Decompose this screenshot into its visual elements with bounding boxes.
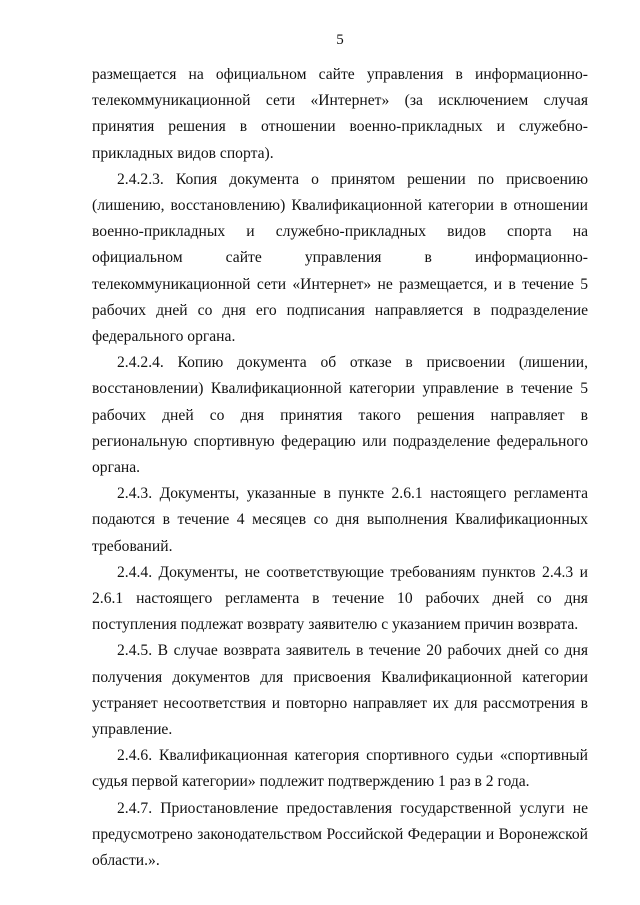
paragraph-2-4-4: 2.4.4. Документы, не соответствующие требованиям пунктов 2.4.3 и 2.6.1 настоящего регламента в течение 10 рабочих дней со дня поступления подлежат возврату заявителю с указанием причин возврата. [92,563,588,634]
paragraph-2-4-3: 2.4.3. Документы, указанные в пункте 2.6.1 настоящего регламента подаются в течение 4 месяцев со дня выполнения Квалификационных требований. [92,485,588,555]
paragraph-2-4-5: 2.4.5. В случае возврата заявитель в течение 20 рабочих дней со дня получения документов для присвоения Квалификационной категории устраняет несоответствия и повторно направляет их для рассмотрения в управление. [92,642,588,739]
page-number: 5 [336,32,344,48]
paragraph-2-4-6: 2.4.6. Квалификационная категория спортивного судьи «спортивный судья первой категории» подлежит подтверждению 1 раз в 2 года. [92,747,588,791]
paragraph-2-4-7: 2.4.7. Приостановление предоставления государственной услуги не предусмотрено законодательством Российской Федерации и Воронежской области.». [92,799,588,870]
paragraph-2-4-2-4: 2.4.2.4. Копию документа об отказе в присвоении (лишении, восстановлении) Квалификационной категории управление в течение 5 рабочих дней со дня принятия такого решения направляет в региональную спортивную федерацию или подразделение федерального органа. [92,354,588,477]
document-body [92,62,588,874]
paragraph-2-4-2-3: 2.4.2.3. Копия документа о принятом решении по присвоению (лишению, восстановлению) Квалификационной категории в отношении военно-прикладных и служебно-прикладных видов спорта на официальном сайте управления в информационно-телекоммуникационной сети «Интернет» не размещается, и в течение 5 рабочих дней со дня его подписания направляется в подразделение федерального органа. [92,170,588,346]
paragraph-continuation: размещается на официальном сайте управления в информационно-телекоммуникационной сети «Интернет» (за исключением случая принятия решения в отношении военно-прикладных и служебно-прикладных видов спорта). [92,66,588,162]
